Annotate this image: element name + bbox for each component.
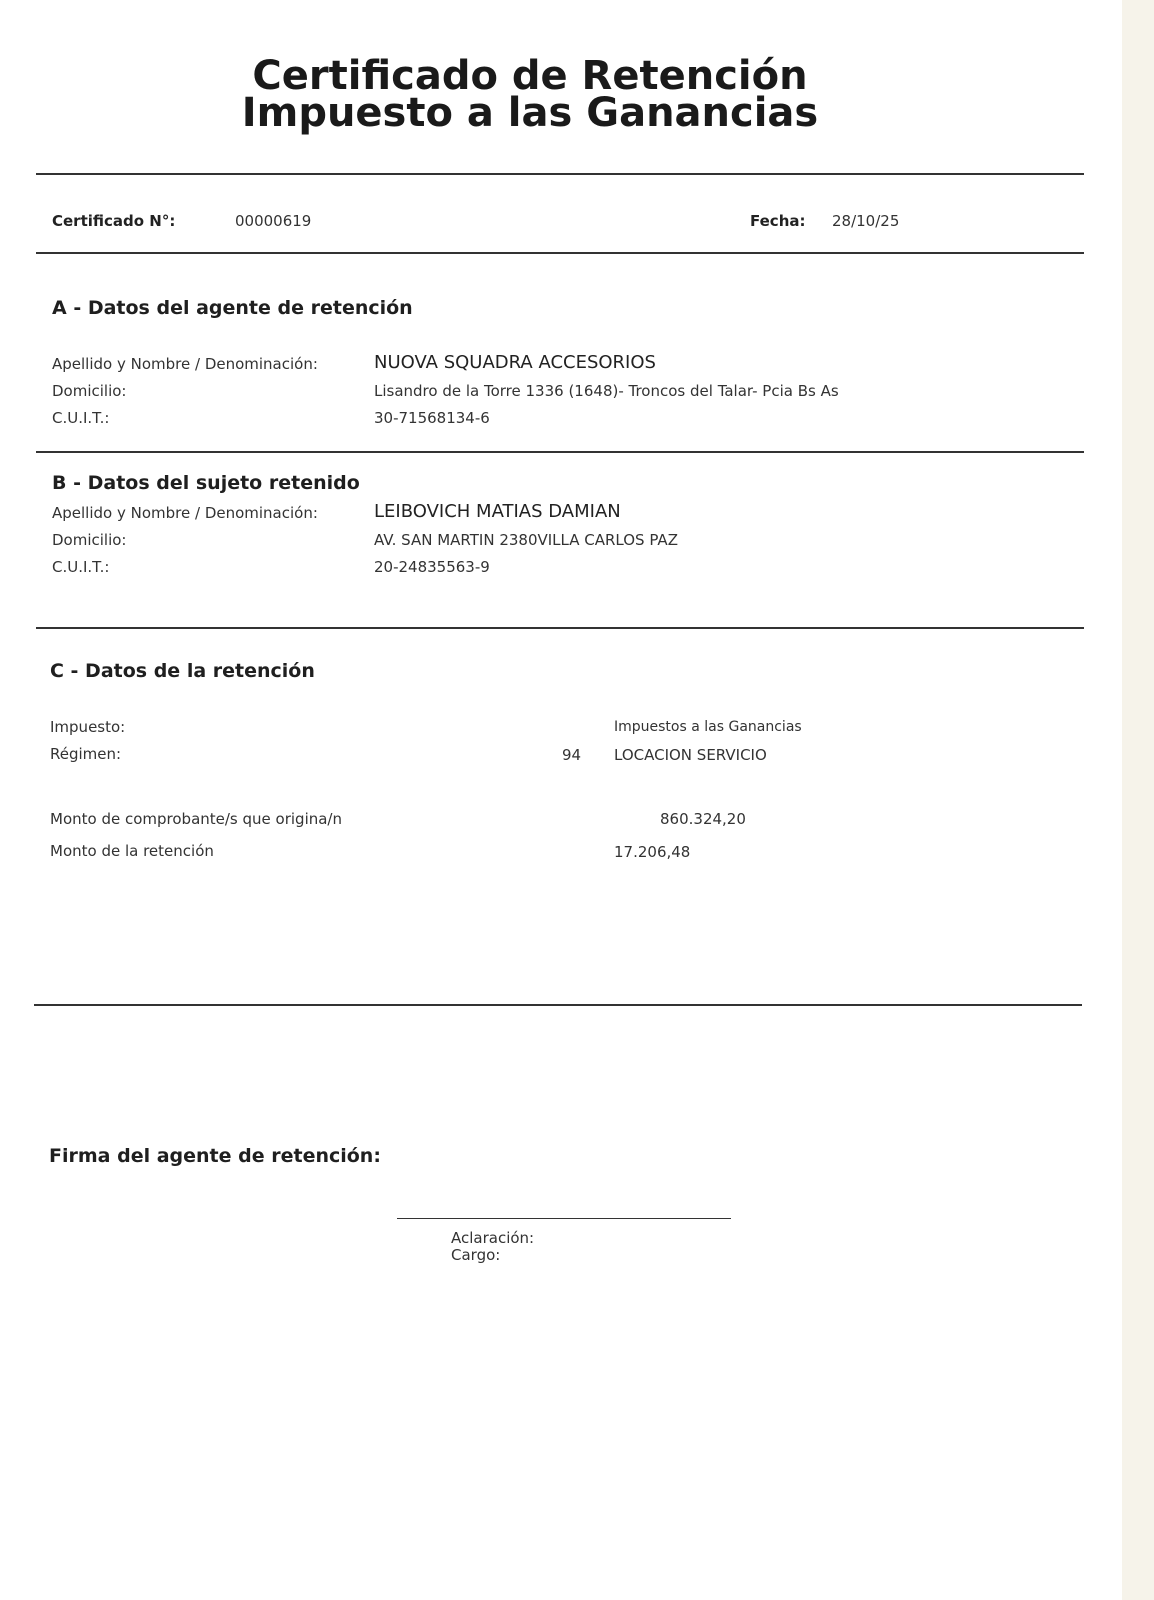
withholding-label: Monto de la retención: [50, 842, 214, 860]
regime-value: LOCACION SERVICIO: [614, 746, 767, 764]
tax-label: Impuesto:: [50, 718, 126, 736]
section-a-address: Lisandro de la Torre 1336 (1648)- Troncos del Talar- Pcia Bs As: [374, 382, 839, 400]
certificate-number: 00000619: [235, 212, 312, 230]
divider-a: [36, 451, 1084, 453]
section-b-cuit: 20-24835563-9: [374, 558, 490, 576]
divider-c: [34, 1004, 1082, 1006]
divider-b: [36, 627, 1084, 629]
section-b-title: B - Datos del sujeto retenido: [52, 472, 360, 494]
date-value: 28/10/25: [832, 212, 900, 230]
section-a-title: A - Datos del agente de retención: [52, 297, 413, 319]
section-a-name: NUOVA SQUADRA ACCESORIOS: [374, 352, 656, 373]
section-b-address: AV. SAN MARTIN 2380VILLA CARLOS PAZ: [374, 531, 678, 549]
divider-header: [36, 252, 1084, 254]
title-line-1: Certificado de Retención: [252, 53, 808, 99]
title-line-2: Impuesto a las Ganancias: [241, 90, 819, 136]
regime-code: 94: [562, 746, 582, 764]
section-b-address-label: Domicilio:: [52, 531, 127, 549]
regime-label: Régimen:: [50, 745, 122, 763]
tax-value: Impuestos a las Ganancias: [614, 719, 802, 735]
section-a-address-label: Domicilio:: [52, 382, 127, 400]
section-b-name: LEIBOVICH MATIAS DAMIAN: [374, 501, 621, 522]
section-c-title: C - Datos de la retención: [50, 660, 315, 682]
section-b-cuit-label: C.U.I.T.:: [52, 558, 110, 576]
section-b-name-label: Apellido y Nombre / Denominación:: [52, 504, 318, 522]
certificate-number-label: Certificado N°:: [52, 212, 176, 230]
date-label: Fecha:: [750, 212, 806, 230]
signature-line: [397, 1218, 731, 1219]
amount-value: 860.324,20: [660, 810, 746, 828]
signature-title: Firma del agente de retención:: [49, 1145, 381, 1167]
clarification-label: Aclaración:: [451, 1229, 535, 1247]
amount-label: Monto de comprobante/s que origina/n: [50, 810, 342, 828]
divider-top: [36, 173, 1084, 175]
section-a-cuit: 30-71568134-6: [374, 409, 490, 427]
position-label: Cargo:: [451, 1246, 501, 1264]
withholding-value: 17.206,48: [614, 843, 691, 861]
section-a-name-label: Apellido y Nombre / Denominación:: [52, 355, 318, 373]
section-a-cuit-label: C.U.I.T.:: [52, 409, 110, 427]
